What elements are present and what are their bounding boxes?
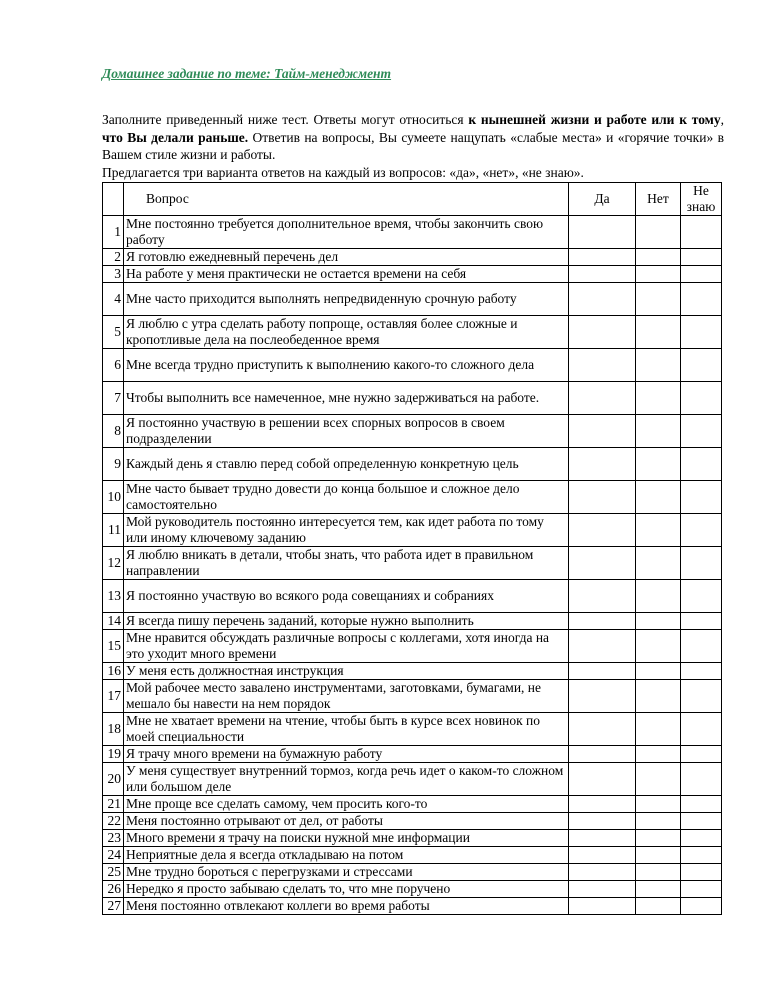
answer-no-cell[interactable]: [636, 663, 681, 680]
question-text: Я люблю вникать в детали, чтобы знать, что работа идет в правильном направлении: [124, 547, 569, 580]
answer-no-cell[interactable]: [636, 514, 681, 547]
answer-yes-cell[interactable]: [569, 864, 636, 881]
header-unknown: Не знаю: [681, 183, 722, 216]
answer-unknown-cell[interactable]: [681, 547, 722, 580]
question-number: 7: [103, 382, 124, 415]
answer-yes-cell[interactable]: [569, 547, 636, 580]
question-text: Мне не хватает времени на чтение, чтобы быть в курсе всех новинок по моей специальности: [124, 713, 569, 746]
question-number: 20: [103, 763, 124, 796]
header-question: Вопрос: [124, 183, 569, 216]
question-text: Мне постоянно требуется дополнительное время, чтобы закончить свою работу: [124, 216, 569, 249]
question-text: Мне часто приходится выполнять непредвиденную срочную работу: [124, 283, 569, 316]
question-number: 2: [103, 249, 124, 266]
intro-text-part: ,: [720, 112, 725, 127]
table-header-row: [103, 183, 722, 216]
table-row: [103, 266, 722, 283]
question-number: 13: [103, 580, 124, 613]
table-row: [103, 864, 722, 881]
answer-no-cell[interactable]: [636, 382, 681, 415]
answer-unknown-cell[interactable]: [681, 514, 722, 547]
answer-no-cell[interactable]: [636, 746, 681, 763]
question-text: Мне нравится обсуждать различные вопросы с коллегами, хотя иногда на это уходит много времени: [124, 630, 569, 663]
table-row: [103, 898, 722, 915]
question-text: Мне трудно бороться с перегрузками и стрессами: [124, 864, 569, 881]
answer-yes-cell[interactable]: [569, 680, 636, 713]
answer-yes-cell[interactable]: [569, 415, 636, 448]
question-text: Нередко я просто забываю сделать то, что мне поручено: [124, 881, 569, 898]
answer-yes-cell[interactable]: [569, 349, 636, 382]
table-row: [103, 830, 722, 847]
answer-no-cell[interactable]: [636, 830, 681, 847]
answer-unknown-cell[interactable]: [681, 283, 722, 316]
answer-unknown-cell[interactable]: [681, 216, 722, 249]
answer-no-cell[interactable]: [636, 898, 681, 915]
answer-yes-cell[interactable]: [569, 663, 636, 680]
question-number: 1: [103, 216, 124, 249]
answer-yes-cell[interactable]: [569, 316, 636, 349]
answer-no-cell[interactable]: [636, 796, 681, 813]
question-text: Мне всегда трудно приступить к выполнению какого-то сложного дела: [124, 349, 569, 382]
intro-text-part: Ответив на вопросы, Вы сумеете нащупать «слабые места» и «горячие точки» в Вашем стиле жизни и работы.: [102, 129, 724, 162]
question-text: Чтобы выполнить все намеченное, мне нужно задерживаться на работе.: [124, 382, 569, 415]
answer-no-cell[interactable]: [636, 249, 681, 266]
table-row: [103, 796, 722, 813]
table-row: [103, 448, 722, 481]
question-number: 24: [103, 847, 124, 864]
answer-unknown-cell[interactable]: [681, 813, 722, 830]
answer-yes-cell[interactable]: [569, 514, 636, 547]
answer-no-cell[interactable]: [636, 763, 681, 796]
question-text: Каждый день я ставлю перед собой определенную конкретную цель: [124, 448, 569, 481]
question-text: Меня постоянно отвлекают коллеги во время работы: [124, 898, 569, 915]
table-row: [103, 881, 722, 898]
answer-no-cell[interactable]: [636, 316, 681, 349]
answer-unknown-cell[interactable]: [681, 898, 722, 915]
answer-unknown-cell[interactable]: [681, 266, 722, 283]
question-text: Мой рабочее место завалено инструментами, заготовками, бумагами, не мешало бы навести на нем порядок: [124, 680, 569, 713]
table-row: [103, 547, 722, 580]
answer-yes-cell[interactable]: [569, 898, 636, 915]
answer-yes-cell[interactable]: [569, 746, 636, 763]
question-number: 5: [103, 316, 124, 349]
answer-unknown-cell[interactable]: [681, 580, 722, 613]
table-row: [103, 481, 722, 514]
question-text: На работе у меня практически не остается времени на себя: [124, 266, 569, 283]
answer-no-cell[interactable]: [636, 266, 681, 283]
table-row: [103, 415, 722, 448]
answer-no-cell[interactable]: [636, 481, 681, 514]
question-text: У меня существует внутренний тормоз, когда речь идет о каком-то сложном или большом деле: [124, 763, 569, 796]
intro-paragraph-1: [102, 111, 724, 164]
table-row: [103, 349, 722, 382]
answer-no-cell[interactable]: [636, 216, 681, 249]
table-row: [103, 763, 722, 796]
intro-paragraph-2: Предлагается три варианта ответов на каждый из вопросов: «да», «нет», «не знаю».: [102, 164, 584, 180]
answer-unknown-cell[interactable]: [681, 249, 722, 266]
question-text: Я постоянно участвую во всякого рода совещаниях и собраниях: [124, 580, 569, 613]
table-row: [103, 613, 722, 630]
table-row: [103, 283, 722, 316]
intro-text-part: Заполните приведенный ниже тест. Ответы могут относиться: [102, 112, 469, 127]
answer-unknown-cell[interactable]: [681, 680, 722, 713]
answer-no-cell[interactable]: [636, 613, 681, 630]
answer-no-cell[interactable]: [636, 547, 681, 580]
answer-yes-cell[interactable]: [569, 713, 636, 746]
table-row: [103, 663, 722, 680]
question-number: 23: [103, 830, 124, 847]
answer-yes-cell[interactable]: [569, 382, 636, 415]
question-number: 12: [103, 547, 124, 580]
answer-no-cell[interactable]: [636, 349, 681, 382]
intro-text: [102, 111, 724, 181]
question-number: 9: [103, 448, 124, 481]
question-number: 21: [103, 796, 124, 813]
table-row: [103, 382, 722, 415]
question-number: 3: [103, 266, 124, 283]
answer-yes-cell[interactable]: [569, 830, 636, 847]
answer-no-cell[interactable]: [636, 580, 681, 613]
question-number: 22: [103, 813, 124, 830]
answer-unknown-cell[interactable]: [681, 881, 722, 898]
answer-no-cell[interactable]: [636, 864, 681, 881]
answer-no-cell[interactable]: [636, 713, 681, 746]
question-text: Я постоянно участвую в решении всех спорных вопросов в своем подразделении: [124, 415, 569, 448]
header-number: [103, 183, 124, 216]
answer-yes-cell[interactable]: [569, 847, 636, 864]
question-number: 17: [103, 680, 124, 713]
question-number: 16: [103, 663, 124, 680]
question-text: Неприятные дела я всегда откладываю на потом: [124, 847, 569, 864]
answer-unknown-cell[interactable]: [681, 481, 722, 514]
table-row: [103, 680, 722, 713]
header-no: Нет: [636, 183, 681, 216]
answer-no-cell[interactable]: [636, 847, 681, 864]
table-row: [103, 847, 722, 864]
answer-no-cell[interactable]: [636, 415, 681, 448]
answer-unknown-cell[interactable]: [681, 796, 722, 813]
table-row: [103, 713, 722, 746]
answer-yes-cell[interactable]: [569, 249, 636, 266]
question-text: У меня есть должностная инструкция: [124, 663, 569, 680]
answer-unknown-cell[interactable]: [681, 415, 722, 448]
header-yes: Да: [569, 183, 636, 216]
answer-unknown-cell[interactable]: [681, 763, 722, 796]
table-row: [103, 216, 722, 249]
question-number: 4: [103, 283, 124, 316]
intro-bold-part: что Вы делали раньше.: [102, 129, 249, 145]
intro-bold-part: к нынешней жизни и работе или к тому: [468, 112, 721, 127]
question-number: 8: [103, 415, 124, 448]
answer-unknown-cell[interactable]: [681, 613, 722, 630]
answer-yes-cell[interactable]: [569, 283, 636, 316]
answer-yes-cell[interactable]: [569, 763, 636, 796]
answer-yes-cell[interactable]: [569, 216, 636, 249]
question-text: Я люблю с утра сделать работу попроще, оставляя более сложные и кропотливые дела на послеобеденное время: [124, 316, 569, 349]
question-text: Я трачу много времени на бумажную работу: [124, 746, 569, 763]
answer-unknown-cell[interactable]: [681, 847, 722, 864]
page-title: Домашнее задание по теме: Тайм-менеджмент: [102, 66, 392, 81]
question-number: 15: [103, 630, 124, 663]
answer-no-cell[interactable]: [636, 881, 681, 898]
answer-unknown-cell[interactable]: [681, 663, 722, 680]
answer-unknown-cell[interactable]: [681, 448, 722, 481]
question-text: Мне часто бывает трудно довести до конца большое и сложное дело самостоятельно: [124, 481, 569, 514]
question-number: 26: [103, 881, 124, 898]
table-row: [103, 630, 722, 663]
question-text: Много времени я трачу на поиски нужной мне информации: [124, 830, 569, 847]
answer-no-cell[interactable]: [636, 283, 681, 316]
answer-unknown-cell[interactable]: [681, 746, 722, 763]
question-text: Мой руководитель постоянно интересуется тем, как идет работа по тому или иному ключевому заданию: [124, 514, 569, 547]
answer-no-cell[interactable]: [636, 813, 681, 830]
answer-yes-cell[interactable]: [569, 630, 636, 663]
answer-no-cell[interactable]: [636, 630, 681, 663]
answer-unknown-cell[interactable]: [681, 316, 722, 349]
table-row: [103, 746, 722, 763]
table-row: [103, 580, 722, 613]
question-text: Я всегда пишу перечень заданий, которые нужно выполнить: [124, 613, 569, 630]
question-text: Мне проще все сделать самому, чем просить кого-то: [124, 796, 569, 813]
question-text: Я готовлю ежедневный перечень дел: [124, 249, 569, 266]
question-number: 25: [103, 864, 124, 881]
answer-unknown-cell[interactable]: [681, 349, 722, 382]
answer-unknown-cell[interactable]: [681, 864, 722, 881]
question-number: 18: [103, 713, 124, 746]
answer-unknown-cell[interactable]: [681, 830, 722, 847]
question-number: 27: [103, 898, 124, 915]
answer-unknown-cell[interactable]: [681, 713, 722, 746]
question-number: 11: [103, 514, 124, 547]
answer-no-cell[interactable]: [636, 448, 681, 481]
answer-no-cell[interactable]: [636, 680, 681, 713]
answer-yes-cell[interactable]: [569, 266, 636, 283]
answer-unknown-cell[interactable]: [681, 630, 722, 663]
answer-yes-cell[interactable]: [569, 881, 636, 898]
question-number: 19: [103, 746, 124, 763]
table-row: [103, 316, 722, 349]
question-number: 10: [103, 481, 124, 514]
table-row: [103, 514, 722, 547]
answer-yes-cell[interactable]: [569, 613, 636, 630]
question-text: Меня постоянно отрывают от дел, от работы: [124, 813, 569, 830]
answer-unknown-cell[interactable]: [681, 382, 722, 415]
answer-yes-cell[interactable]: [569, 796, 636, 813]
questionnaire-table: [102, 182, 722, 915]
answer-yes-cell[interactable]: [569, 580, 636, 613]
answer-yes-cell[interactable]: [569, 448, 636, 481]
table-row: [103, 249, 722, 266]
answer-yes-cell[interactable]: [569, 813, 636, 830]
question-number: 14: [103, 613, 124, 630]
table-row: [103, 813, 722, 830]
answer-yes-cell[interactable]: [569, 481, 636, 514]
question-number: 6: [103, 349, 124, 382]
